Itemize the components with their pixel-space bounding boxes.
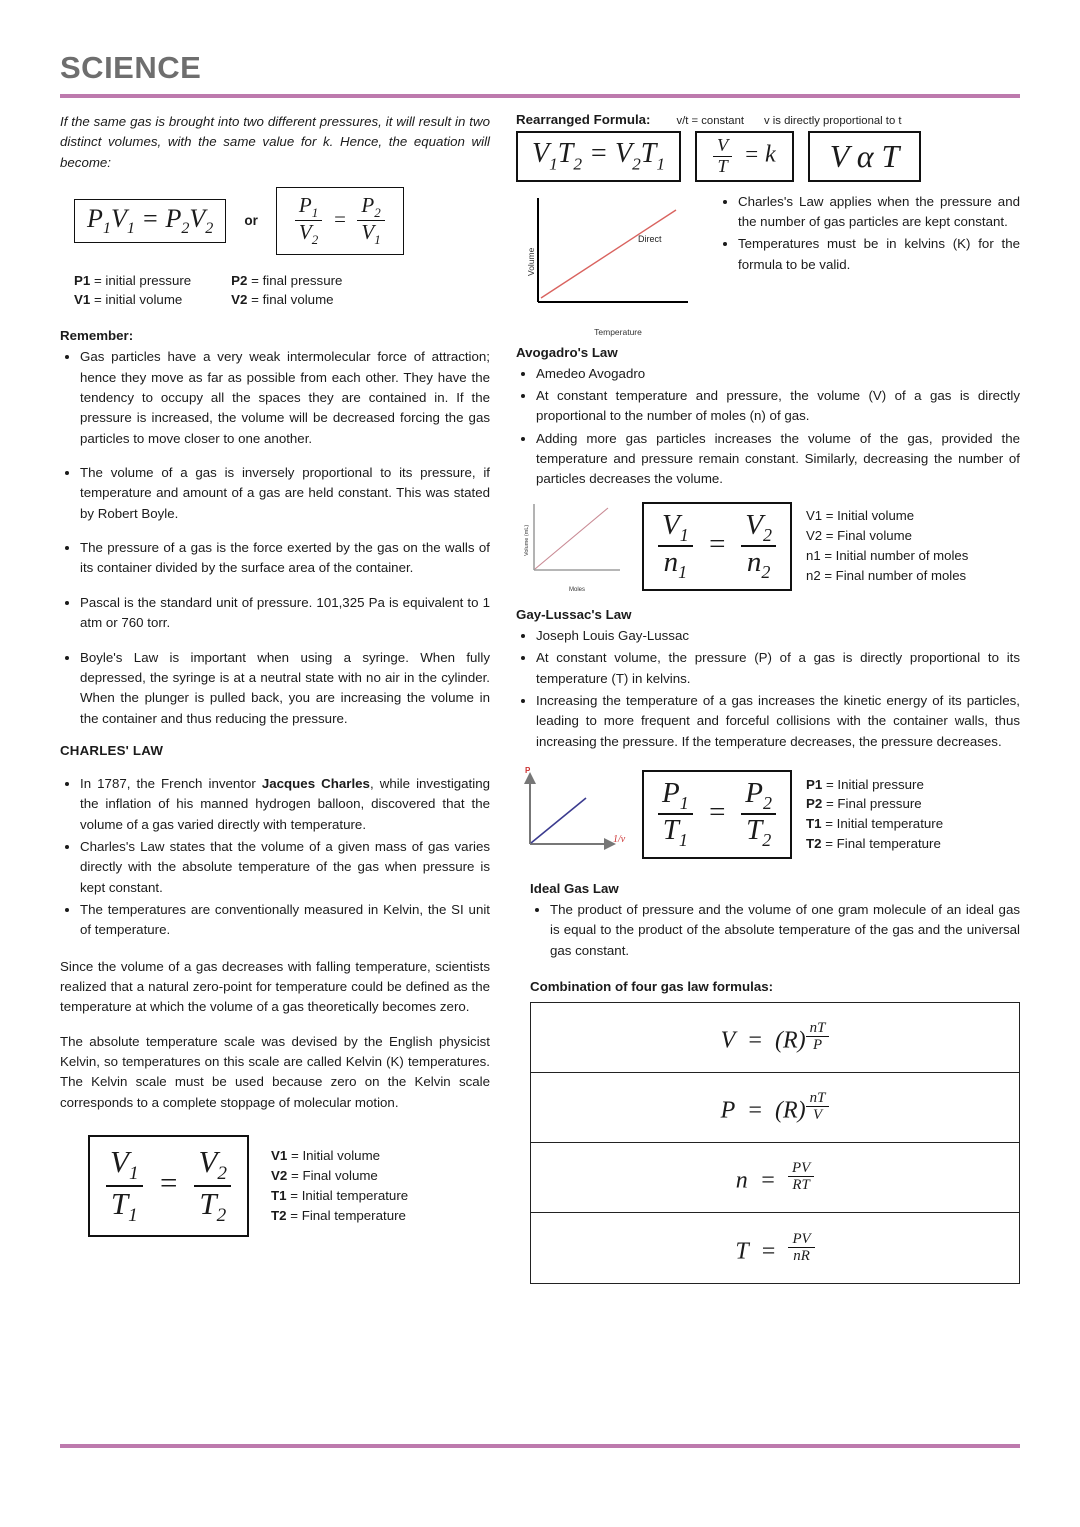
definition-item <box>806 775 943 795</box>
definition-item: V1 = Initial volume <box>805 508 915 524</box>
definition-item <box>806 834 943 854</box>
left-column <box>60 112 490 1284</box>
definition-key: T2 <box>271 1207 287 1223</box>
header-divider <box>60 94 1020 98</box>
list-item: • The volume of a gas is inversely proportional to its pressure, if temperature and amount of a gas are held constant. This was stated by Robert Boyle. <box>80 463 490 524</box>
avogadro-law-heading: Avogadro's Law <box>516 344 618 360</box>
table-row <box>531 1213 1019 1283</box>
table-row <box>531 1003 1019 1073</box>
list-item: • Charles's Law states that the volume of a given mass of gas varies directly with the absolute temperature of the gas when pressure is kept constant. <box>80 837 490 898</box>
definition-column-2 <box>231 271 342 311</box>
charles-formula-row <box>88 1135 490 1237</box>
definition-key: P2 <box>805 796 823 812</box>
formula-v1t1-v2t2: $\frac{V_1}{T_1}$ = $\frac{V_2}{T_2}$ <box>88 1135 249 1237</box>
formula-v-equals-rnt-over-p: V = (R) $\frac{nT}{P}$ <box>721 1020 830 1055</box>
definition-key: P2 <box>231 272 248 288</box>
definition-key: T1 <box>271 1187 287 1203</box>
definition-key: T2 <box>805 836 822 852</box>
charles-item-bold: Jacques Charles <box>261 775 370 791</box>
charles-item-post: , while investigating the inflation of his manned hydrogen balloon, discovered that the volume of a gas varied directly with temperature. <box>80 775 490 832</box>
definition-value: = Initial temperature <box>825 816 944 832</box>
list-item <box>80 774 490 835</box>
ideal-gas-law-list <box>530 900 1020 961</box>
definition-value: = initial volume <box>93 292 183 308</box>
definition-key: V1 <box>271 1148 288 1164</box>
ideal-gas-law-heading: Ideal Gas Law <box>530 880 619 896</box>
list-item: • Boyle's Law is important when using a syringe. When fully depressed, the syringe is at a neutral state with no air in the cylinder. When the plunger is pulled back, you are increasing the volume in the container and thus reducing the pressure. <box>80 648 490 729</box>
formula-v-alpha-t <box>808 131 922 182</box>
formula-v-over-t-equals-k: $\frac{V}{T}$ = k <box>695 131 794 182</box>
list-item: • At constant temperature and pressure, the volume (V) of a gas is directly proportional to the number of moles (n) of gas. <box>536 386 1020 427</box>
chart-x-axis-label: Temperature <box>594 326 642 337</box>
definition-column-1 <box>74 271 191 311</box>
avogadro-law-chart <box>516 500 628 593</box>
table-row <box>531 1073 1019 1143</box>
list-item: • Pascal is the standard unit of pressure. 101,325 Pa is equivalent to 1 atm or 760 torr. <box>80 593 490 634</box>
intro-paragraph: If the same gas is brought into two different pressures, it will result in two distinct volumes, with the same value for k. Hence, the equation will become: <box>60 114 490 170</box>
definition-item <box>74 290 191 310</box>
kelvin-paragraph: The absolute temperature scale was devised by the English physicist Kelvin, so temperatures on this scale are called Kelvin (K) temperatures. The Kelvin scale must be used because zero on the Kelvin scale corresponds to a complete stoppage of molecular motion. <box>60 1033 490 1110</box>
avogadro-law-list <box>516 364 1020 490</box>
charles-chart-svg <box>516 190 696 320</box>
definition-item <box>271 1206 408 1226</box>
caption-v-proportional-t: v is directly proportional to t <box>764 115 902 127</box>
gay-lussac-chart-svg <box>516 764 628 860</box>
combination-formula-table <box>530 1002 1020 1284</box>
page-title: SCIENCE <box>60 50 202 85</box>
definition-item: V2 = Final volume <box>805 528 912 544</box>
definition-key: T1 <box>805 816 822 832</box>
definition-item <box>806 794 943 814</box>
list-item: • The product of pressure and the volume of one gram molecule of an ideal gas is equal to the product of the absolute temperature of the gas and the universal gas constant. <box>550 900 1020 961</box>
chart-y-axis-label: Volume (mL) <box>524 524 530 556</box>
formula-t-equals-pv-over-nr: T = $\frac{PV}{nR}$ <box>735 1231 814 1266</box>
definition-key: V2 <box>231 292 248 308</box>
charles-law-chart <box>516 190 706 337</box>
formula-v-alpha-t-text: V α T <box>829 137 900 174</box>
avogadro-definitions <box>806 506 968 586</box>
definition-value: = Final pressure <box>825 796 922 812</box>
charles-law-list <box>60 774 490 941</box>
gay-lussac-formula-row <box>516 764 1020 865</box>
gay-lussac-definitions <box>806 775 943 855</box>
definition-item <box>271 1186 408 1206</box>
definition-item <box>271 1146 408 1166</box>
table-row <box>531 1143 1019 1213</box>
gay-lussac-chart <box>516 764 628 865</box>
zero-point-paragraph: Since the volume of a gas decreases with falling temperature, scientists realized that a natural zero-point for temperature could be defined as the temperature at which the volume of a gas theoretically becomes zero. <box>60 958 490 1015</box>
formula-p1v1-p2v2: $P_1V_1 = P_2V_2$ <box>74 199 226 243</box>
list-item: • Joseph Louis Gay-Lussac <box>536 626 1020 646</box>
boyle-formula-row <box>74 187 490 254</box>
definition-value: = final pressure <box>251 272 343 288</box>
definition-item <box>74 271 191 291</box>
definition-key: V1 <box>74 292 91 308</box>
charles-law-heading: CHARLES' LAW <box>60 742 164 758</box>
charles-definitions <box>271 1146 408 1226</box>
gay-lussac-law-heading: Gay-Lussac's Law <box>516 606 632 622</box>
formula-p1t1-p2t2: $\frac{P_1}{T_1}$ = $\frac{P_2}{T_2}$ <box>642 770 792 858</box>
two-column-layout <box>40 112 1040 1284</box>
or-label: or <box>244 213 258 229</box>
definition-key: P1 <box>805 776 823 792</box>
definition-item: n2 = Final number of moles <box>805 568 967 584</box>
list-item: • Amedeo Avogadro <box>536 364 1020 384</box>
definition-value: = Initial temperature <box>290 1187 409 1203</box>
list-item: • The temperatures are conventionally measured in Kelvin, the SI unit of temperature. <box>80 900 490 941</box>
remember-heading: Remember: <box>60 328 134 344</box>
definition-value: = initial pressure <box>93 272 192 288</box>
rearranged-formula-label: Rearranged Formula: <box>516 112 651 127</box>
definition-value: = final volume <box>251 292 334 308</box>
chart-y-axis-label: Volume <box>526 247 536 276</box>
charles-chart-and-notes <box>516 190 1020 337</box>
formula-v1t2-v2t1: $V_1T_2 = V_2T_1$ <box>516 131 681 182</box>
definition-value: = Initial pressure <box>825 776 924 792</box>
gay-lussac-law-list <box>516 626 1020 752</box>
boyle-definitions <box>74 271 490 311</box>
caption-vt-constant: v/t = constant <box>676 115 744 127</box>
rearranged-formula-boxes <box>516 131 1020 182</box>
definition-key: V2 <box>271 1168 288 1184</box>
list-item: • Temperatures must be in kelvins (K) for the formula to be valid. <box>738 234 1020 275</box>
avogadro-formula-row <box>516 500 1020 593</box>
formula-p-equals-rnt-over-v: P = (R) $\frac{nT}{V}$ <box>721 1090 830 1125</box>
rearranged-header-row <box>516 112 1020 127</box>
list-item: • Increasing the temperature of a gas increases the kinetic energy of its particles, leading to more frequent and forceful collisions with the container walls, thus increasing the pressure. If the temperature decreases, the pressure decreases. <box>536 691 1020 752</box>
formula-n-equals-pv-over-rt: n = $\frac{PV}{RT}$ <box>736 1160 814 1195</box>
remember-list <box>60 347 490 729</box>
definition-item <box>806 814 943 834</box>
footer-divider <box>60 1444 1020 1448</box>
definition-item <box>231 290 342 310</box>
list-item: • Adding more gas particles increases the volume of the gas, provided the temperature and pressure remain constant. Similarly, decreasing the number of particles decreases the volume. <box>536 429 1020 490</box>
definition-key: P1 <box>74 272 91 288</box>
definition-value: = Final volume <box>290 1168 378 1184</box>
definition-value: = Initial volume <box>290 1148 381 1164</box>
avogadro-chart-svg <box>516 500 624 584</box>
list-item: • The pressure of a gas is the force exerted by the gas on the walls of its container divided by the surface area of the container. <box>80 538 490 579</box>
formula-v1n1-v2n2: $\frac{V_1}{n_1}$ = $\frac{V_2}{n_2}$ <box>642 502 792 590</box>
chart-x-axis-label: 1/v <box>613 833 626 845</box>
combination-heading: Combination of four gas law formulas: <box>530 978 774 994</box>
definition-item <box>231 271 342 291</box>
formula-p1v2-p2v1: $\frac{P_1}{V_2}$ = $\frac{P_2}{V_1}$ <box>276 187 404 254</box>
definition-value: = Final temperature <box>290 1207 406 1223</box>
chart-x-axis-label: Moles <box>568 586 585 593</box>
charles-item-pre: In 1787, the French inventor <box>80 775 262 791</box>
definition-item: n1 = Initial number of moles <box>805 548 969 564</box>
chart-y-axis-label: P <box>525 765 531 775</box>
chart-annotation-direct: Direct <box>638 233 662 244</box>
charles-notes-list <box>720 192 1020 277</box>
right-column <box>516 112 1020 1284</box>
list-item: • At constant volume, the pressure (P) of a gas is directly proportional to its temperature (T) in kelvins. <box>536 648 1020 689</box>
list-item: • Gas particles have a very weak intermolecular force of attraction; hence they move as far as possible from each other. They have the tendency to occupy all the spaces they are contained in. If the pressure is increased, the volume will be decreased forcing the gas particles to move closer to one another. <box>80 347 490 449</box>
definition-item <box>271 1166 408 1186</box>
list-item: • Charles's Law applies when the pressure and the number of gas particles are kept constant. <box>738 192 1020 233</box>
definition-value: = Final temperature <box>825 836 941 852</box>
